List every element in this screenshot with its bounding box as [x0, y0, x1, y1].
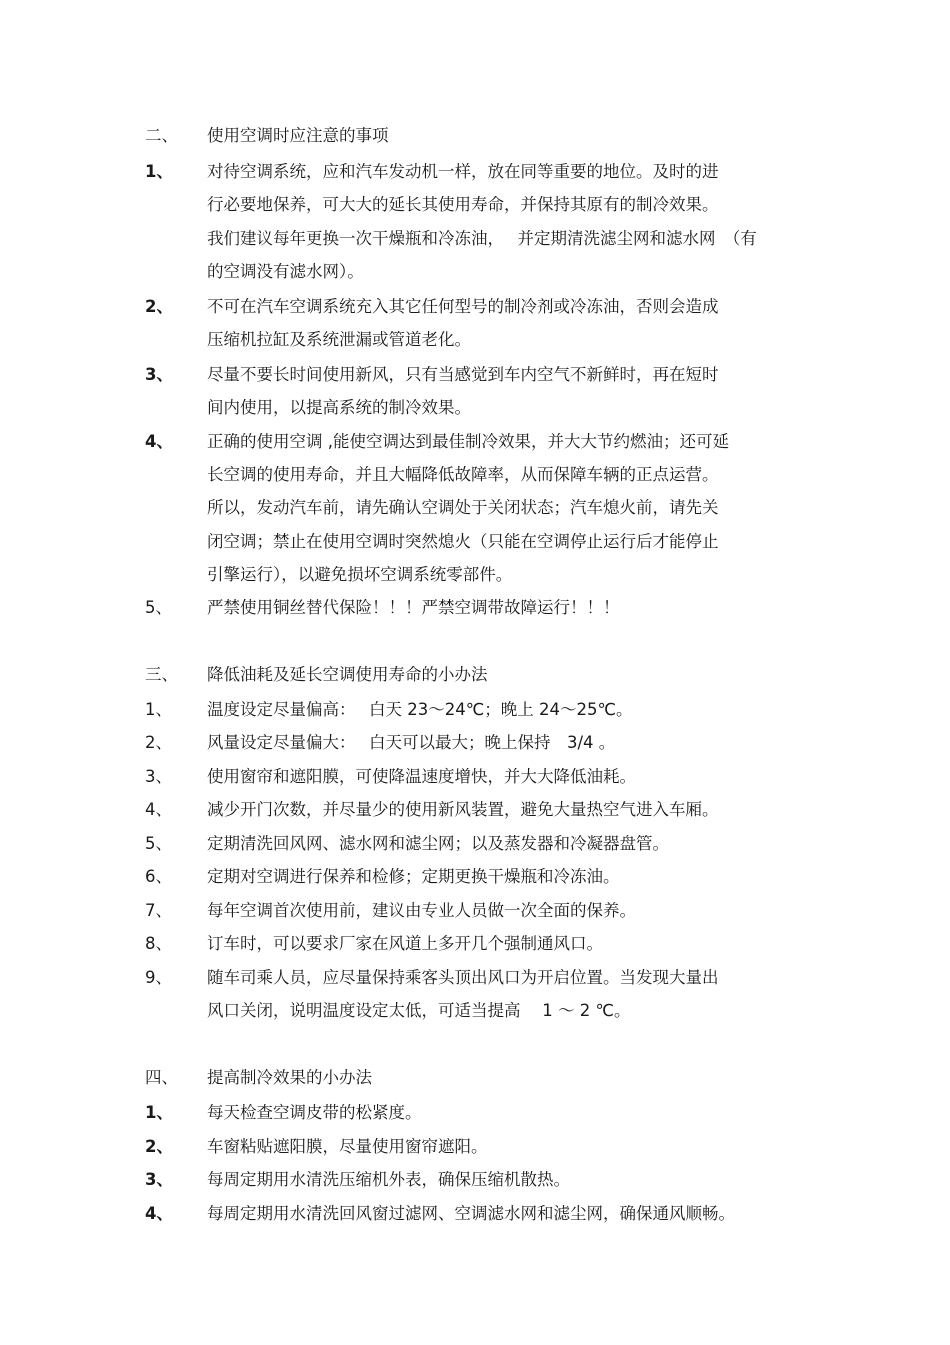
item-number: 6、 — [145, 867, 172, 886]
section-number: 二、 — [145, 126, 178, 145]
item-number: 4、 — [145, 800, 172, 819]
item-number: 3、 — [145, 767, 172, 786]
item-text-line: 每天检查空调皮带的松紧度。 — [207, 1103, 422, 1122]
item-text-line: 车窗粘贴遮阳膜，尽量使用窗帘遮阳。 — [207, 1137, 488, 1156]
item-text-line: 订车时，可以要求厂家在风道上多开几个强制通风口。 — [207, 934, 603, 953]
item-number: 3、 — [145, 365, 173, 384]
item-text-line: 每周定期用水清洗回风窗过滤网、空调滤水网和滤尘网，确保通风顺畅。 — [207, 1204, 735, 1223]
item-number: 5、 — [145, 598, 172, 617]
section-title: 使用空调时应注意的事项 — [207, 126, 389, 145]
item-text-line: 定期清洗回风网、滤水网和滤尘网；以及蒸发器和冷凝器盘管。 — [207, 834, 669, 853]
section-number: 四、 — [145, 1068, 178, 1087]
item-text-line: 对待空调系统，应和汽车发动机一样，放在同等重要的地位。及时的进 — [207, 162, 719, 181]
item-text-line: 不可在汽车空调系统充入其它任何型号的制冷剂或冷冻油，否则会造成 — [207, 297, 719, 316]
item-text-line: 压缩机拉缸及系统泄漏或管道老化。 — [207, 330, 471, 349]
item-text-line: 每周定期用水清洗压缩机外表，确保压缩机散热。 — [207, 1170, 570, 1189]
item-text-line: 引擎运行），以避免损坏空调系统零部件。 — [207, 565, 513, 584]
item-text-line: 随车司乘人员，应尽量保持乘客头顶出风口为开启位置。当发现大量出 — [207, 968, 719, 987]
item-text-line: 严禁使用铜丝替代保险！！！严禁空调带故障运行！！！ — [207, 598, 620, 617]
item-text-line: 尽量不要长时间使用新风，只有当感觉到车内空气不新鲜时，再在短时 — [207, 365, 719, 384]
item-number: 2、 — [145, 733, 172, 752]
item-number: 2、 — [145, 297, 173, 316]
item-text-line: 的空调没有滤水网）。 — [207, 262, 364, 281]
item-text-line: 所以，发动汽车前，请先确认空调处于关闭状态；汽车熄火前，请先关 — [207, 498, 719, 517]
item-text-line: 我们建议每年更换一次干燥瓶和冷冻油， 并定期清洗滤尘网和滤水网 （有 — [207, 229, 757, 248]
section-number: 三、 — [145, 665, 178, 684]
item-text-line: 减少开门次数，并尽量少的使用新风装置，避免大量热空气进入车厢。 — [207, 800, 719, 819]
item-text-line: 间内使用，以提高系统的制冷效果。 — [207, 398, 471, 417]
item-text-line: 长空调的使用寿命，并且大幅降低故障率，从而保障车辆的正点运营。 — [207, 465, 719, 484]
item-number: 8、 — [145, 934, 172, 953]
item-number: 1、 — [145, 162, 173, 181]
item-number: 5、 — [145, 834, 172, 853]
section-title: 降低油耗及延长空调使用寿命的小办法 — [207, 665, 488, 684]
section-heading — [145, 664, 488, 686]
item-text-line: 风口关闭，说明温度设定太低，可适当提高 1 ～ 2 ℃。 — [207, 1001, 631, 1020]
section-heading — [145, 125, 389, 147]
section-title: 提高制冷效果的小办法 — [207, 1068, 372, 1087]
item-number: 4、 — [145, 1204, 173, 1223]
item-text-line: 使用窗帘和遮阳膜，可使降温速度增快，并大大降低油耗。 — [207, 767, 636, 786]
item-number: 9、 — [145, 968, 172, 987]
item-text-line: 闭空调；禁止在使用空调时突然熄火（只能在空调停止运行后才能停止 — [207, 532, 719, 551]
item-number: 3、 — [145, 1170, 173, 1189]
item-text-line: 行必要地保养，可大大的延长其使用寿命，并保持其原有的制冷效果。 — [207, 195, 719, 214]
item-number: 2、 — [145, 1137, 173, 1156]
item-text-line: 风量设定尽量偏大： 白天可以最大；晚上保持 3/4 。 — [207, 733, 616, 752]
item-text-line: 温度设定尽量偏高： 白天 23～24℃；晚上 24～25℃。 — [207, 700, 633, 719]
item-text-line: 每年空调首次使用前，建议由专业人员做一次全面的保养。 — [207, 901, 636, 920]
item-number: 7、 — [145, 901, 172, 920]
section-heading — [145, 1067, 372, 1089]
item-text-line: 定期对空调进行保养和检修；定期更换干燥瓶和冷冻油。 — [207, 867, 620, 886]
item-number: 1、 — [145, 700, 172, 719]
item-text-line: 正确的使用空调 ,能使空调达到最佳制冷效果，并大大节约燃油；还可延 — [207, 432, 729, 451]
item-number: 4、 — [145, 432, 173, 451]
item-number: 1、 — [145, 1103, 173, 1122]
